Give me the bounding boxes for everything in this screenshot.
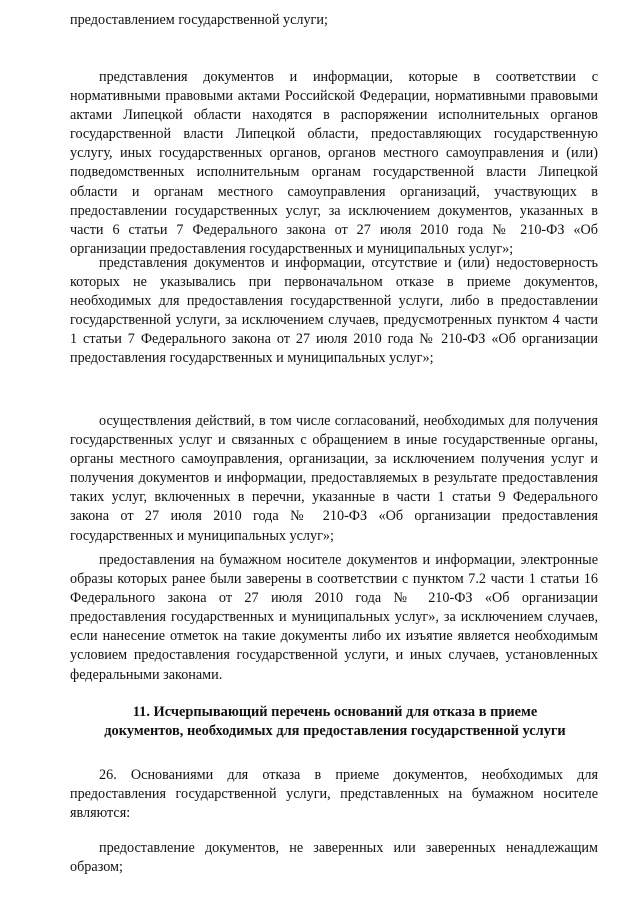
continuation-line: предоставлением государственной услуги; [70,12,328,28]
paragraph-text: представления документов и информации, отсутствие и (или) недостоверность которых не указывались при первоначальном отказе в приеме документов, необходимых для предоставления государственной услуги, либо в предоставлении государственной услуги, за исключением случаев, предусмотренных пунктом 4 части 1 статьи 7 Федерального закона от 27 июля 2010 года № 210-ФЗ «Об организации предоставления государственных и муниципальных услуг»; [70,255,598,367]
paragraph-documents-in-possession [70,68,598,259]
refusal-ground-item [70,839,598,877]
paragraph-paper-documents [70,551,598,685]
clause-26 [70,766,598,823]
paragraph-missing-at-initial-refusal [70,254,598,369]
paragraph-text: предоставления на бумажном носителе документов и информации, электронные образы которых ранее были заверены в соответствии с пунктом 7.2 части 1 статьи 16 Федерального закона от 27 июля 2010 года № 210-ФЗ «Об организации предоставления государственных и муниципальных услуг», за исключением случаев, если нанесение отметок на такие документы либо их изъятие является необходимым условием предоставления государственной услуги, и иных случаев, установленных федеральными законами. [70,552,598,683]
paragraph-approvals [70,412,598,546]
paragraph-text: 26. Основаниями для отказа в приеме документов, необходимых для предоставления государственной услуги, представленных на бумажном носителе являются: [70,767,598,822]
paragraph-text: осуществления действий, в том числе согласований, необходимых для получения государственных услуг и связанных с обращением в иные государственные органы, органы местного самоуправления, организации, за исключением получения услуг и получения документов и информации, предоставляемых в результате предоставления таких услуг, включенных в перечни, указанные в части 1 статьи 9 Федерального закона от 27 июля 2010 года № 210-ФЗ «Об организации предоставления государственных и муниципальных услуг»; [70,413,598,544]
paragraph-text: предоставление документов, не заверенных или заверенных ненадлежащим образом; [70,840,598,876]
section-heading: 11. Исчерпывающий перечень оснований для отказа в приеме документов, необходимых для предоставления государственной услуги [104,704,566,739]
paragraph-text: представления документов и информации, которые в соответствии с нормативными правовыми актами Российской Федерации, нормативными правовыми актами Липецкой области находятся в распоряжении исполнительных органов государственной власти Липецкой области, предоставляющих государственную услугу, иных государственных органов, органов местного самоуправления и (или) подведомственных исполнительным органам государственной власти Липецкой области и органам местного самоуправления организаций, участвующих в предоставлении государственных услуг, за исключением документов, указанных в части 6 статьи 7 Федерального закона от 27 июля 2010 года № 210-ФЗ «Об организации предоставления государственных и муниципальных услуг»; [70,69,598,257]
